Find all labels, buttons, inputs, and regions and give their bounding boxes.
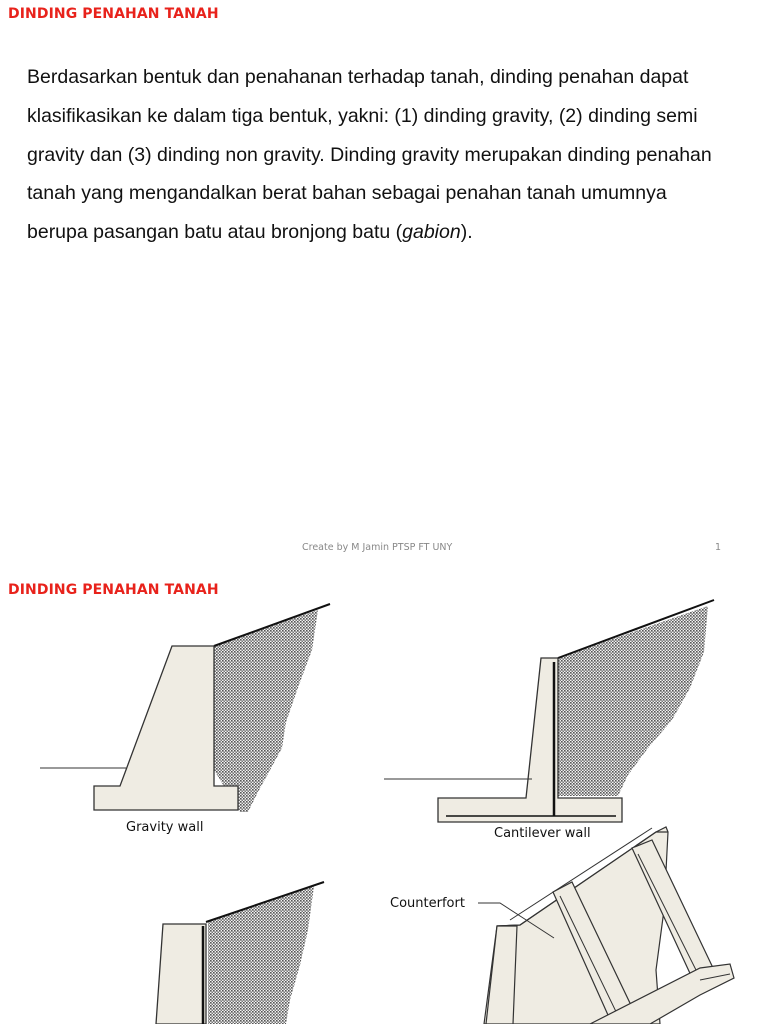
slide-1-title: DINDING PENAHAN TANAH [8,6,219,22]
footer-credit: Create by M Jamin PTSP FT UNY [302,542,453,553]
cantilever-soil-backfill [558,606,708,796]
page-number: 1 [715,542,722,553]
counterfort-wall-figure [478,827,734,1024]
body-text-end: ). [460,221,473,244]
retaining-wall-diagrams [0,570,768,1024]
cantilever-wall-label: Cantilever wall [494,826,591,841]
gravity-wall-figure [40,604,330,812]
slide-2-title: DINDING PENAHAN TANAH [8,582,219,598]
counterfort-label: Counterfort [390,896,465,911]
semi-gravity-wall-figure [156,882,324,1024]
semi-gravity-wall-body [156,924,206,1024]
body-text-italic: gabion [402,221,461,244]
body-text-main: Berdasarkan bentuk dan penahanan terhadap tanah, dinding penahan dapat klasifikasikan ke dalam tiga bentuk, yakni: (1) dinding gravity, (2) dinding semi gravity dan (3) dinding non gravity. Dinding gravity merupakan dinding penahan tanah yang mengandalkan berat bahan sebagai penahan tanah umumnya berupa pasangan batu atau bronjong batu ( [27,66,712,244]
semi-gravity-soil-backfill [208,886,314,1024]
slide-2 [0,570,768,1024]
slide-1-body [27,58,727,252]
gravity-wall-label: Gravity wall [126,820,204,835]
cantilever-wall-figure [384,600,714,822]
